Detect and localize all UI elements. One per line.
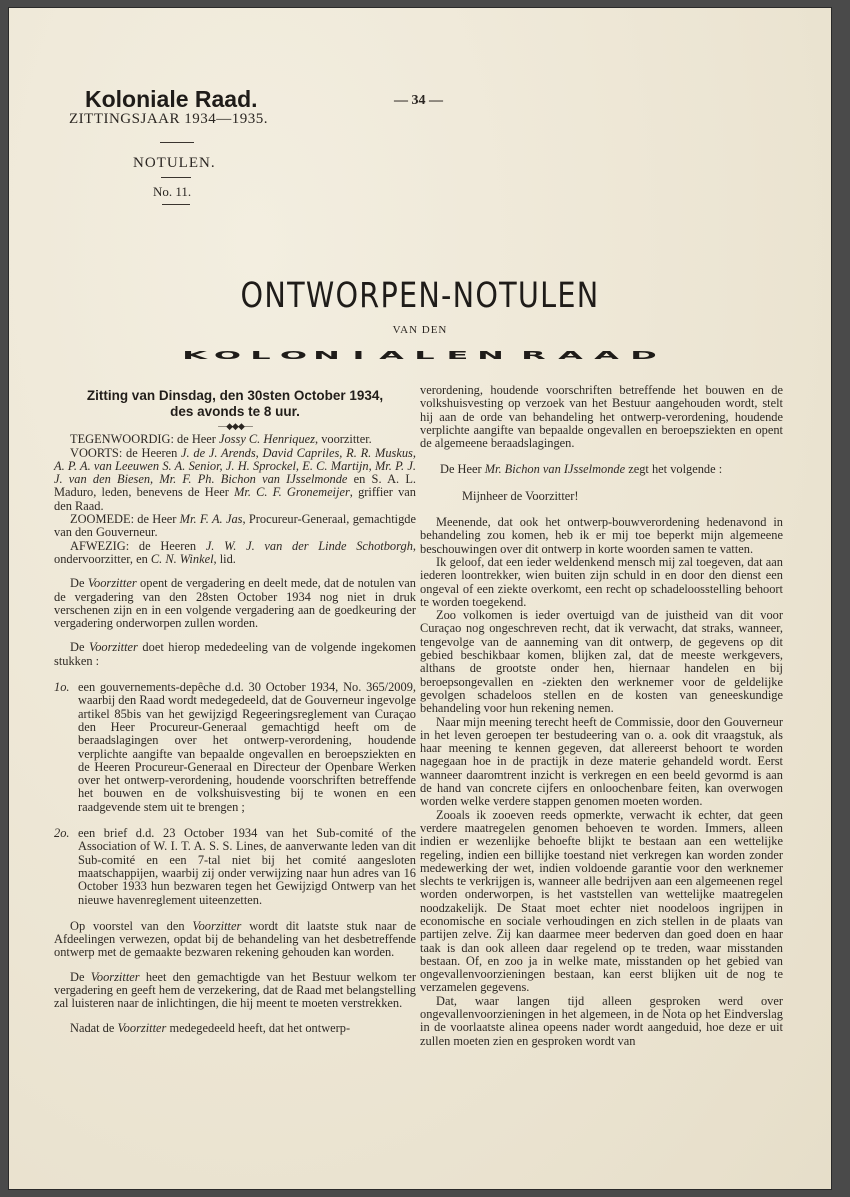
paragraph-referral: Op voorstel van den Voorzitter wordt dit laatste stuk naar de Afdeelingen verwezen, opdat bij de behandeling van het desbetreffende ontwerp met de gemaakte bezwaren rekening gehouden kan worden.	[54, 918, 416, 960]
banner-letter: D	[630, 348, 657, 362]
section-label: NOTULEN.	[133, 155, 216, 171]
right-column	[420, 384, 783, 1048]
banner-letter: A	[557, 348, 583, 362]
ornament: —◆◆◆—	[218, 421, 252, 431]
attendance-present: TEGENWOORDIG: de Heer Jossy C. Henriquez, voorzitter.	[70, 432, 372, 447]
issue-number: No. 11.	[153, 184, 192, 199]
banner-letter: O	[279, 348, 307, 362]
speech-paragraph: Dat, waar langen tijd alleen gesproken werd over ongevallenvoorzieningen in het algemeen, in de Nota op het Eindverslag in de voorlaatste alinea opeens nader wordt aangeduid, hoe deze er uit zullen moeten zien en gesproken wordt van	[420, 993, 783, 1048]
paragraph-welcome: De Voorzitter heet den gemachtigde van het Bestuur welkom ter vergadering en geeft hem de verzekering, dat de Raad met belangstelling zal luisteren naar de inlichtingen, die hij meent te moeten verstrekken.	[54, 969, 417, 1011]
banner-word-raad	[521, 346, 657, 364]
paragraph-continuation: verordening, houdende voorschriften betreffende het bouwen en de volkshuisvesting op verzoek van het Bestuur aangehouden wordt, stelt hij aan de orde van behandeling het ontwerp-verordening, houdende verplichte aangifte van bepaalde ongevallen en beroepsziekten en opent de algemeene beraadslagingen.	[420, 383, 783, 451]
banner-letter: N	[312, 348, 340, 362]
banner-letter: E	[446, 348, 469, 362]
divider	[161, 177, 191, 178]
session-time: des avonds te 8 uur.	[170, 404, 300, 419]
masthead-title: ONTWORPEN-NOTULEN	[240, 276, 600, 316]
speech-paragraph: Zoo volkomen is ieder overtuigd van de juistheid van dit voor Curaçao nog ongeschreven recht, dat ik verwacht, dat straks, wanneer, tengevolge van de aanneming van dit ontwerp, de gegevens op dit gebied beschikbaar komen, blijken zal, dat de meeste werkgevers, althans de grootste onder hen, hiernaar handelen en bij beroepsongevallen en -ziekten den werknemer voor de geldelijke gevolgen schadeloos stellen en de kosten van geneeskundige behandeling voor hun rekening nemen.	[420, 608, 783, 716]
paragraph-agenda: Nadat de Voorzitter medegedeeld heeft, dat het ontwerp-	[70, 1020, 351, 1035]
speaker-intro: De Heer Mr. Bichon van IJsselmonde zegt het volgende :	[440, 462, 723, 477]
banner-letter: O	[213, 348, 241, 362]
banner-letter: N	[476, 348, 504, 362]
banner-letter: L	[250, 348, 271, 362]
session-heading: Zitting van Dinsdag, den 30sten October 1934,	[86, 388, 384, 403]
banner-letter: I	[352, 348, 365, 362]
incoming-item-2: 2o. een brief d.d. 23 October 1934 van het Sub-comité of the Association of W. I. T. A. S. S. Lines, de aanverwante leden van dit Sub-comité en een 7-tal niet bij het comité aangesloten maatschappijen, waarbij zij onder verwijzing naar hun adres van 16 October 1933 hun bezwaren tegen het Gewijzigd Ontwerp van het nieuwe havenreglement uiteenzetten.	[54, 826, 416, 907]
masthead-van-den: VAN DEN	[392, 324, 448, 336]
banner-word-kolonialen	[182, 346, 504, 364]
document-page	[9, 8, 831, 1189]
divider	[160, 142, 194, 143]
banner-letter: A	[594, 348, 620, 362]
paragraph-incoming: De Voorzitter doet hierop mededeeling van de volgende ingekomen stukken :	[54, 640, 416, 668]
banner-letter: L	[414, 348, 435, 362]
banner-letter: K	[182, 348, 207, 362]
council-title: Koloniale Raad.	[85, 86, 258, 112]
speech-paragraph: Ik geloof, dat een ieder weldenkend mensch mij zal toegeven, dat aan iederen loontrekker, wien buiten zijn schuld in en door den dienst een ongeval of een ziekte overkomt, een recht op schadeloosstelling behoort te worden toegekend.	[420, 554, 783, 609]
divider	[162, 204, 190, 205]
speech-paragraph: Naar mijn meening terecht heeft de Commissie, door den Gouverneur in het leven geroepen ter bestudeering van o. a. ook dit vraagstuk, als haar meening te kennen gegeven, dat allereerst behoort te worden nagegaan hoe in de practijk in deze materie gehandeld wordt. Eerst wanneer daaromtrent inzicht is verkregen en een beeld gevormd is aan de hand van concrete cijfers en onloochenbare feiten, kan overwogen worden welke verdere stappen genomen moeten worden.	[420, 714, 783, 809]
masthead-banner	[182, 346, 657, 364]
attendance-likewise: ZOOMEDE: de Heer Mr. F. A. Jas, Procureur-Generaal, gemachtigde van den Gouverneur.	[54, 512, 417, 540]
speech-paragraph: Zooals ik zooeven reeds opmerkte, verwacht ik echter, dat geen verdere maatregelen genomen behoeven te worden. Immers, alleen indien er wezenlijke behoefte blijkt te bestaan aan een wettelijke regeling, indien een billijke toestand niet verkregen kan worden zonder medewerking der wet, indien voldoende garantie voor den werknemer slechts te verkrijgen is, wanneer alle bedrijven aan een algemeenen regel worden onderworpen, is het vaststellen van wettelijke maatregelen noodzakelijk. De Staat moet echter niet noodeloos ingrijpen in economische en sociale verhoudingen en zich stellen in de plaats van partijen zelve. Zij kan daarmee meer bederven dan goed doen en haar taak is dan ook alleen daar regelend op te treden, waar misstanden bestaan. Of, en zoo ja in welke mate, misstanden op het gebied van ongevallenvoorzieningen bestaan, kan eerst blijken uit de nog te verzamelen gegevens.	[420, 807, 783, 995]
salutation: Mijnheer de Voorzitter!	[462, 488, 579, 503]
attendance-also: VOORTS: de Heeren J. de J. Arends, David Capriles, R. R. Muskus, A. P. A. van Leeuwen S. A. Senior, J. H. Sprockel, E. C. Martijn, Mr. P. J. J. van den Biesen, Mr. F. Ph. Bichon van IJsselmonde en S. A. L. Maduro, leden, benevens de Heer Mr. C. F. Gronemeijer, griffier van den Raad.	[54, 445, 417, 513]
session-year: ZITTINGSJAAR 1934—1935.	[69, 111, 268, 127]
incoming-item-1: 1o. een gouvernements-depêche d.d. 30 October 1934, No. 365/2009, waarbij den Raad wordt medegedeeld, dat de Gouverneur ingevolge artikel 85bis van het gewijzigd Regeeringsreglement van Curaçao den Heer Procureur-Generaal gemachtigd heeft om de beraadslagingen over het ontwerp-verordening, houdende verplichte aangifte van bepaalde ongevallen en beroepsziekten en de Heeren Procureur-Generaal en Directeur der Openbare Werken over het ontwerp-verordening, houdende voorschriften betreffende het bouwen en de volkshuisvesting bij te wonen en een raadgevende stem uit te brengen ;	[54, 680, 416, 814]
banner-letter: R	[521, 348, 546, 362]
paragraph-opening: De Voorzitter opent de vergadering en deelt mede, dat de notulen van de vergadering van den 28sten October 1934 nog niet in druk verschenen zijn en in een volgende vergadering aan de goedkeuring der vergadering onderworpen zullen worden.	[54, 576, 416, 631]
attendance-absent: AFWEZIG: de Heeren J. W. J. van der Linde Schotborgh, ondervoorzitter, en C. N. Winkel, lid.	[54, 538, 416, 566]
speech-paragraph: Meenende, dat ook het ontwerp-bouwverordening hedenavond in behandeling zou komen, heb ik er mij toe beperkt mijn algemeene beschouwingen over dit ontwerp in korte woorden samen te vatten.	[420, 515, 783, 556]
banner-letter: A	[379, 348, 405, 362]
left-column	[54, 388, 416, 1035]
page-number: — 34 —	[394, 93, 443, 108]
